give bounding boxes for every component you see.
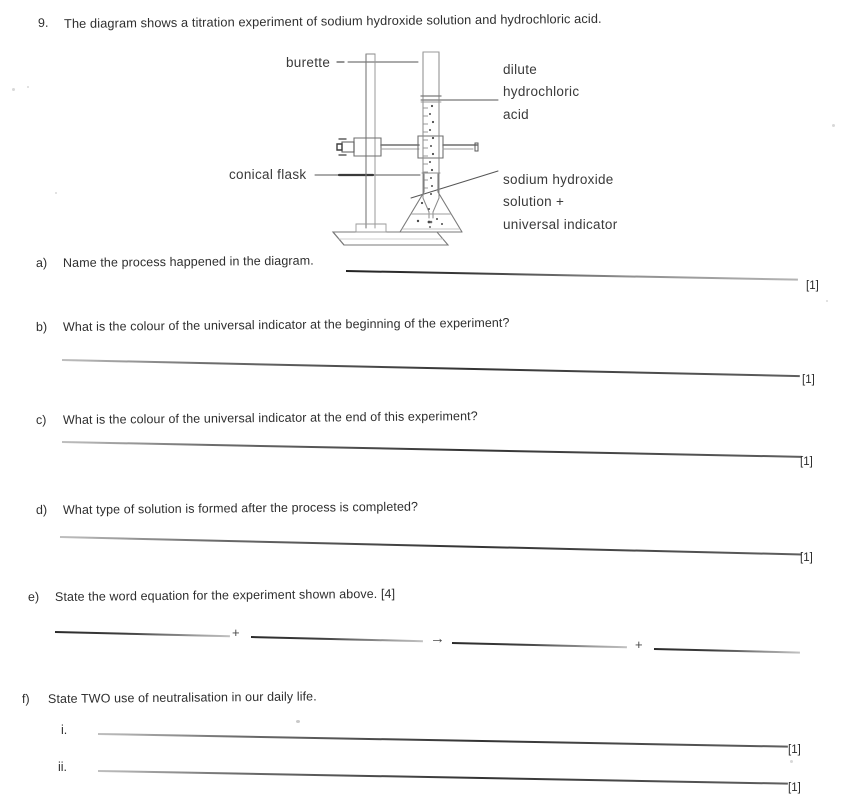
question-label-d: d): [35, 502, 48, 517]
scan-speck: [832, 124, 835, 127]
sub-item-label-ii: ii.: [58, 760, 68, 774]
word-equation-arrow: →: [430, 630, 445, 647]
answer-line-a[interactable]: [346, 270, 798, 280]
label-sodium-hydroxide-line2: solution +: [503, 194, 565, 209]
word-equation-plus-1: +: [232, 625, 240, 640]
question-label-e: e): [27, 589, 40, 604]
question-text-d: What type of solution is formed after the process is completed?: [62, 499, 419, 517]
question-label-c: c): [35, 412, 47, 427]
marks-d: [1]: [800, 552, 813, 564]
answer-line-f-i[interactable]: [98, 733, 788, 747]
marks-a: [1]: [806, 280, 819, 292]
word-equation-blank-1[interactable]: [55, 631, 230, 637]
scan-speck: [12, 88, 15, 91]
label-dilute-hydrochloric-acid-line1: dilute: [503, 62, 538, 77]
word-equation-blank-4[interactable]: [654, 648, 800, 653]
scan-speck: [826, 300, 828, 302]
question-label-a: a): [35, 255, 48, 270]
question-number: 9.: [37, 15, 49, 30]
answer-line-f-ii[interactable]: [98, 770, 788, 784]
question-label-b: b): [35, 319, 48, 334]
question-text-f: State TWO use of neutralisation in our daily life.: [47, 689, 317, 706]
marks-f-ii: [1]: [788, 782, 801, 794]
question-text-b: What is the colour of the universal indicator at the beginning of the experiment?: [62, 315, 510, 334]
scan-speck: [27, 86, 29, 88]
marks-c: [1]: [800, 456, 813, 468]
label-dilute-hydrochloric-acid-line2: hydrochloric: [503, 84, 580, 99]
sub-item-label-i: i.: [61, 723, 68, 737]
answer-line-b[interactable]: [62, 359, 800, 377]
question-text-a: Name the process happened in the diagram.: [62, 253, 314, 270]
label-sodium-hydroxide-line1: sodium hydroxide: [503, 172, 614, 187]
label-conical-flask: conical flask: [229, 167, 307, 182]
word-equation-plus-2: +: [635, 637, 643, 652]
question-text-e: State the word equation for the experiment shown above. [4]: [54, 586, 396, 604]
scan-speck: [55, 192, 57, 194]
label-burette: burette: [286, 55, 331, 70]
answer-line-d[interactable]: [60, 536, 802, 555]
label-dilute-hydrochloric-acid-line3: acid: [503, 107, 529, 122]
label-sodium-hydroxide-line3: universal indicator: [503, 217, 618, 232]
word-equation-blank-2[interactable]: [251, 636, 423, 642]
marks-b: [1]: [802, 374, 815, 386]
titration-diagram: [215, 46, 685, 256]
question-stem: The diagram shows a titration experiment of sodium hydroxide solution and hydrochloric acid.: [63, 10, 602, 31]
answer-line-c[interactable]: [62, 441, 802, 457]
scan-speck: [790, 760, 793, 763]
question-label-f: f): [21, 691, 30, 706]
question-text-c: What is the colour of the universal indicator at the end of this experiment?: [62, 409, 478, 427]
word-equation-blank-3[interactable]: [452, 642, 627, 648]
scan-speck: [296, 720, 300, 723]
marks-f-i: [1]: [788, 744, 801, 756]
